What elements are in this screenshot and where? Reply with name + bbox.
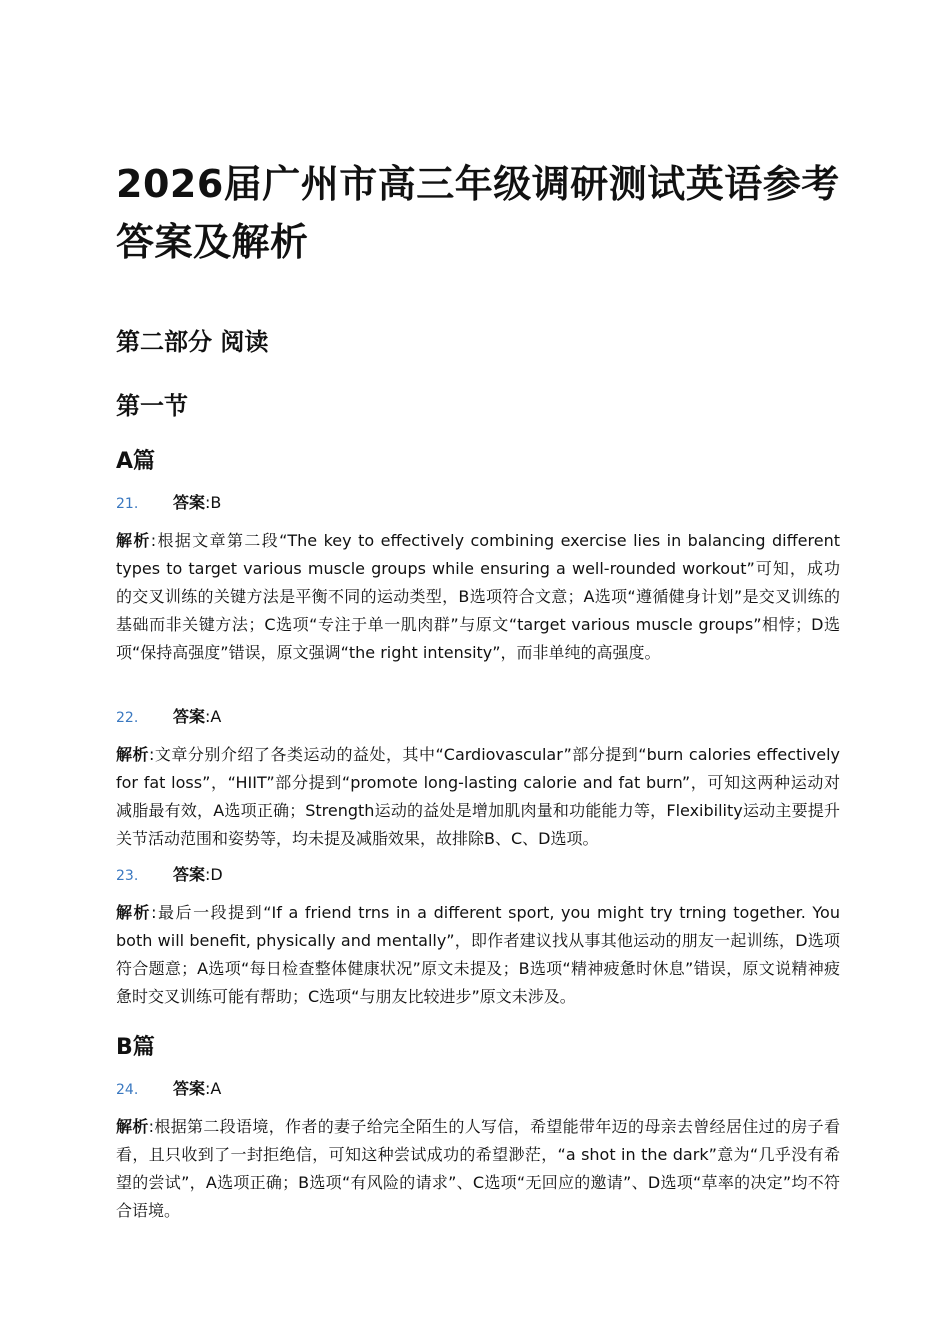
colon: : — [205, 1079, 211, 1098]
analysis-label: 解析 — [116, 1117, 149, 1136]
answer-label: 答案 — [173, 707, 206, 726]
answer-line — [116, 705, 221, 729]
analysis-paragraph — [116, 1113, 840, 1225]
answer-line — [116, 863, 223, 887]
question-number: 24. — [116, 1082, 139, 1098]
colon: : — [148, 1117, 155, 1136]
part-heading: 第二部分 阅读 — [116, 328, 269, 356]
section-heading: 第一节 — [116, 392, 188, 420]
analysis-label: 解析 — [116, 903, 152, 922]
passage-heading-b: B篇 — [116, 1035, 155, 1060]
analysis-paragraph — [116, 899, 840, 1011]
colon: : — [205, 865, 211, 884]
analysis-text: 文章分别介绍了各类运动的益处，其中“Cardiovascular”部分提到“burn calories effectively for fat loss”，“HIIT”部分提到“promote long-lasting calorie and fat burn”，可知这两种运动对减脂最有效，A选项正确；Strength运动的益处是增加肌肉量和功能能力等，Flexibility运动主要提升关节活动范围和姿势等，均未提及减脂效果，故排除B、C、D选项。 — [116, 745, 840, 848]
analysis-paragraph — [116, 741, 840, 853]
analysis-text: 根据第二段语境，作者的妻子给完全陌生的人写信，希望能带年迈的母亲去曾经居住过的房子看看，且只收到了一封拒绝信，可知这种尝试成功的希望渺茫，“a shot in the dark”意为“几乎没有希望的尝试”，A选项正确；B选项“有风险的请求”、C选项“无回应的邀请”、D选项“草率的决定”均不符合语境。 — [116, 1117, 840, 1220]
answer-value: D — [210, 865, 223, 884]
analysis-label: 解析 — [116, 531, 151, 550]
colon: : — [149, 745, 155, 764]
question-number: 21. — [116, 496, 139, 512]
colon: : — [150, 531, 157, 550]
answer-value: B — [210, 493, 222, 512]
question-number: 22. — [116, 710, 139, 726]
analysis-paragraph — [116, 527, 840, 667]
question-number: 23. — [116, 868, 139, 884]
answer-line — [116, 1077, 221, 1101]
answer-label: 答案 — [173, 493, 206, 512]
colon: : — [205, 707, 211, 726]
answer-line — [116, 491, 221, 515]
colon: : — [151, 903, 157, 922]
analysis-text: 根据文章第二段“The key to effectively combining exercise lies in balancing different types to target various muscle groups while ensuring a well-rounded workout”可知，成功的交叉训练的关键方法是平衡不同的运动类型，B选项符合文意；A选项“遵循健身计划”是交叉训练的基础而非关键方法；C选项“专注于单一肌肉群”与原文“target various muscle groups”相悖；D选项“保持高强度”错误，原文强调“the right intensity”，而非单纯的高强度。 — [116, 531, 840, 662]
colon: : — [205, 493, 211, 512]
answer-value: A — [210, 1079, 222, 1098]
answer-value: A — [210, 707, 222, 726]
document-title: 2026届广州市高三年级调研测试英语参考答案及解析 — [116, 162, 840, 264]
answer-label: 答案 — [173, 1079, 206, 1098]
passage-heading-a: A篇 — [116, 449, 156, 474]
analysis-text: 最后一段提到“If a friend trns in a different sport, you might try trning together. You both will benefit, physically and mentally”，即作者建议找从事其他运动的朋友一起训练，D选项符合题意；A选项“每日检查整体健康状况”原文未提及；B选项“精神疲惫时休息”错误，原文说精神疲惫时交叉训练可能有帮助；C选项“与朋友比较进步”原文未涉及。 — [116, 903, 840, 1006]
answer-label: 答案 — [173, 865, 206, 884]
analysis-label: 解析 — [116, 745, 150, 764]
